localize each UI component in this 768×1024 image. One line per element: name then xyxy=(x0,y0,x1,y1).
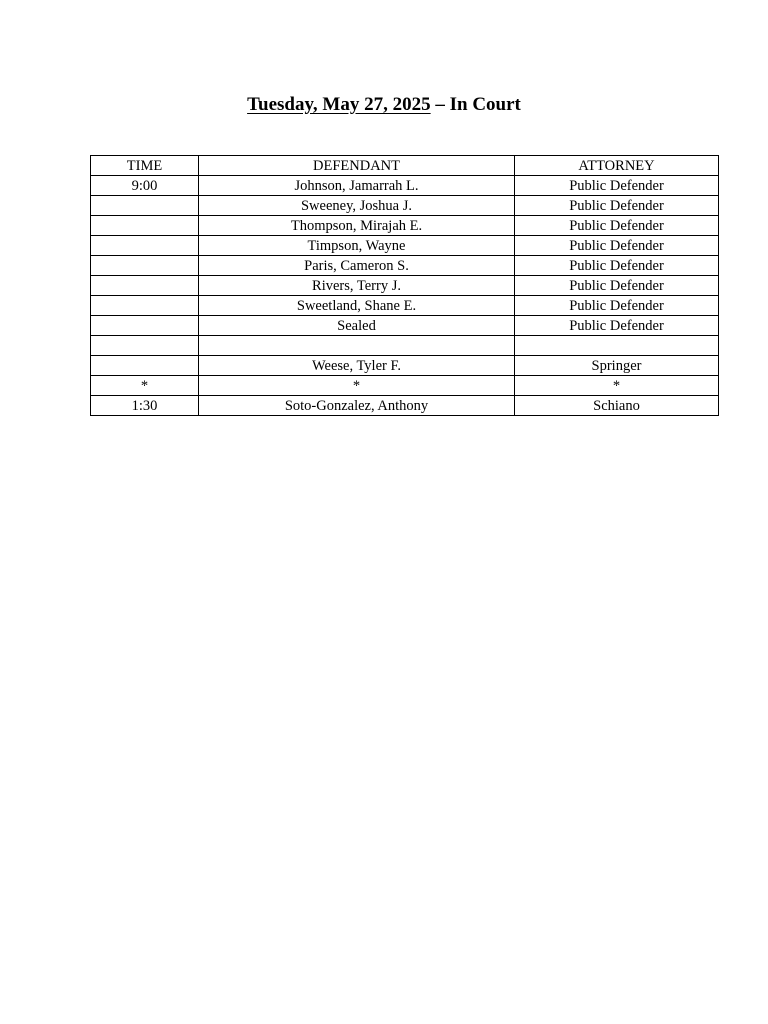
cell-time: 9:00 xyxy=(91,176,199,196)
cell-time xyxy=(91,196,199,216)
table-row xyxy=(91,316,719,336)
cell-defendant: Sealed xyxy=(199,316,515,336)
header-attorney: ATTORNEY xyxy=(515,156,719,176)
cell-attorney: Public Defender xyxy=(515,256,719,276)
cell-time: 1:30 xyxy=(91,396,199,416)
cell-attorney: Springer xyxy=(515,356,719,376)
cell-time xyxy=(91,296,199,316)
cell-defendant: Johnson, Jamarrah L. xyxy=(199,176,515,196)
table-row xyxy=(91,216,719,236)
header-time: TIME xyxy=(91,156,199,176)
header-defendant: DEFENDANT xyxy=(199,156,515,176)
cell-time xyxy=(91,276,199,296)
cell-attorney: Schiano xyxy=(515,396,719,416)
cell-time xyxy=(91,316,199,336)
cell-defendant: Rivers, Terry J. xyxy=(199,276,515,296)
table-row xyxy=(91,356,719,376)
cell-time xyxy=(91,236,199,256)
cell-defendant: Sweetland, Shane E. xyxy=(199,296,515,316)
table-header-row xyxy=(91,156,719,176)
cell-defendant: Paris, Cameron S. xyxy=(199,256,515,276)
table-row xyxy=(91,196,719,216)
cell-attorney: Public Defender xyxy=(515,296,719,316)
cell-attorney: * xyxy=(515,376,719,396)
cell-time xyxy=(91,356,199,376)
cell-defendant: Soto-Gonzalez, Anthony xyxy=(199,396,515,416)
cell-defendant xyxy=(199,336,515,356)
cell-time: * xyxy=(91,376,199,396)
table-row xyxy=(91,176,719,196)
cell-defendant: Timpson, Wayne xyxy=(199,236,515,256)
table-row xyxy=(91,296,719,316)
cell-attorney: Public Defender xyxy=(515,236,719,256)
page-title xyxy=(0,92,768,118)
cell-defendant: Sweeney, Joshua J. xyxy=(199,196,515,216)
cell-time xyxy=(91,216,199,236)
table-row xyxy=(91,336,719,356)
cell-attorney: Public Defender xyxy=(515,216,719,236)
cell-defendant: * xyxy=(199,376,515,396)
table-row xyxy=(91,256,719,276)
cell-defendant: Weese, Tyler F. xyxy=(199,356,515,376)
table-row xyxy=(91,236,719,256)
table-row xyxy=(91,276,719,296)
cell-attorney xyxy=(515,336,719,356)
table-row xyxy=(91,396,719,416)
table-row xyxy=(91,376,719,396)
cell-time xyxy=(91,336,199,356)
cell-time xyxy=(91,256,199,276)
cell-attorney: Public Defender xyxy=(515,196,719,216)
cell-attorney: Public Defender xyxy=(515,176,719,196)
court-docket-table xyxy=(90,155,719,416)
cell-attorney: Public Defender xyxy=(515,316,719,336)
title-suffix: – In Court xyxy=(430,94,521,115)
cell-attorney: Public Defender xyxy=(515,276,719,296)
title-date: Tuesday, May 27, 2025 xyxy=(247,94,431,115)
cell-defendant: Thompson, Mirajah E. xyxy=(199,216,515,236)
